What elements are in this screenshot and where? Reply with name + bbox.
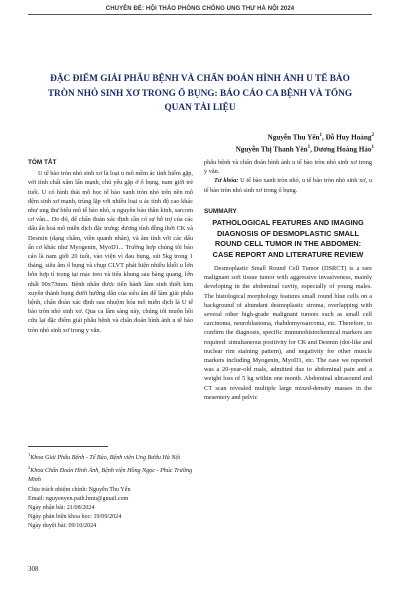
article-title: ĐẶC ĐIỂM GIẢI PHẪU BỆNH VÀ CHẨN ĐOÁN HÌNH ẢNH U TẾ BÀO TRÒN NHỎ SINH XƠ TRONG Ổ BỤNG: BÁO CÁO CA BỆNH VÀ TỔNG QUAN TÀI LIỆU: [47, 74, 353, 113]
affiliation-mark: 2: [28, 465, 31, 471]
email: Email: nguyenyen.path.hmu@gmail.com: [28, 495, 129, 502]
author-line-2: [174, 143, 374, 155]
date-received: Ngày nhận bài: 21/08/2024: [28, 505, 95, 512]
date-reviewed: Ngày phản biện khoa học: 19/09/2024: [28, 514, 122, 521]
english-title: PATHOLOGICAL FEATURES AND IMAGING DIAGNOSIS OF DESMOPLASTIC SMALL ROUND CELL TUMOR IN THE ABDOMEN: CASE REPORT AND LITERATURE REVIEW: [212, 218, 364, 259]
header-divider: [28, 14, 372, 15]
affiliation-1: [28, 450, 194, 463]
footnotes: [28, 450, 194, 532]
summary-heading: SUMMARY: [204, 207, 237, 215]
journal-header: CHUYÊN ĐỀ: HỘI THẢO PHÒNG CHỐNG UNG THƯ HÀ NỘI 2024: [105, 6, 295, 12]
corresponding-author: Chịu trách nhiệm chính: Nguyễn Thu Yến: [28, 486, 131, 493]
affiliation-2: [28, 463, 194, 485]
author-name: Nguyễn Thị Thanh Yên: [235, 145, 308, 154]
author-affiliation-mark: 1: [307, 144, 311, 150]
footnote-divider: [28, 446, 108, 447]
keywords: [204, 176, 372, 194]
abstract-en-body: Desmoplastic Small Round Cell Tumor (DSRCT) is a rare malignant soft tissue tumor with aggressive invasiveness, mainly developing in the abdominal cavity, especially of young males. The histological morphology features small round blue cells on a background of abundant desmoplastic stroma, overlapping with several other high-grade malignant tumors such as small cell carcinoma, neuroblastoma, rhabdomyosarcoma, etc. Therefore, to confirm the diagnosis, specific immunohistochemical markers are required: simultaneous positivity for CK and Desmin (dot-like and nuclear rim staining pattern), and negativity for other muscle markers including Myogenin, MyoD1, etc. The case we reported was a 20-year-old male, admitted due to abdominal pain and a weight loss of 5 kg within one month. Abdominal ultrasound and CT scan revealed multiple large mixed-density masses in the mesentery and pelvic: [204, 265, 372, 401]
author-list: [174, 131, 374, 155]
abstract-vi-heading: TÓM TẮT: [28, 159, 57, 166]
abstract-vi-continued: phẫu bệnh và chẩn đoán hình ảnh u tế bào tròn nhỏ sinh xơ trong y văn.: [204, 159, 372, 176]
author-affiliation-mark: 1: [371, 144, 374, 150]
left-column: [28, 158, 193, 335]
abstract-vi-body: U tế bào tròn nhỏ sinh xơ là loại u mô mềm ác tính hiếm gặp, với tính chất xâm lấn mạnh, chủ yếu gặp ở ổ bụng, nam giới trẻ tuổi. U có hình thái mô học tế bào xanh tròn nhỏ trên nền mô đệm sinh xơ mạnh, trùng lặp với nhiều loại u ác tính độ cao khác như ung thư biểu mô tế bào nhỏ, u nguyên bào thần kinh, sarcom cơ vân... Do đó, để chẩn đoán xác định cần có sự hỗ trợ của các dấu ấn hoá mô miễn dịch đặc trưng: dương tính đồng thời CK và Desmin (dạng chấm, viền quanh nhân), và âm tính với các dấu ấn cơ khác như Myogenin, MyoD1... Trường hợp chúng tôi báo cáo là nam giới 20 tuổi, vào viện vì đau bụng, sút 5kg trong 1 tháng, siêu âm ổ bụng và chụp CLVT phát hiện nhiều khối u lớn hỗn hợp tỉ trọng tại mạc treo và tiểu khung sau bàng quang, lớn nhất 90x73mm. Bệnh nhân được tiến hành làm sinh thiết kim xuyên thành bụng dưới hướng dẫn của siêu âm để làm giải phẫu bệnh, chẩn đoán xác định sau nhuộm hóa mô miễn dịch là U tế bào tròn nhỏ sinh xơ. Qua ca lâm sàng này, chúng tôi muốn hồi cứu lại đặc điểm giải phẫu bệnh và chẩn đoán hình ảnh u tế bào tròn nhỏ sinh xơ trong y văn.: [28, 170, 193, 334]
author-name: Nguyễn Thu Yến: [267, 133, 320, 142]
right-column: [204, 158, 372, 402]
date-accepted: Ngày duyệt bài: 09/10/2024: [28, 523, 97, 530]
affiliation-text: Khoa Giải Phẫu Bệnh - Tế Bào, Bệnh viện Ung Bướu Hà Nội: [30, 455, 181, 462]
author-name: , Đỗ Huy Hoàng: [321, 133, 372, 142]
affiliation-mark: 1: [28, 452, 31, 457]
page-number: 308: [28, 565, 39, 573]
keywords-label: Từ khóa:: [214, 177, 239, 185]
author-name: , Dương Hoàng Hảo: [310, 145, 372, 154]
keywords-text: U tế bào xanh tròn nhỏ, u tế bào tròn nhỏ sinh xơ, u tế bào tròn nhỏ sinh xơ trong ổ bụng.: [204, 177, 372, 194]
author-line-1: [174, 131, 374, 143]
author-affiliation-mark: 2: [371, 133, 374, 138]
author-affiliation-mark: 1: [319, 133, 322, 138]
affiliation-text: Khoa Chẩn Đoán Hình Ảnh, Bệnh viện Hồng Ngọc - Phúc Trường Minh: [28, 468, 193, 484]
